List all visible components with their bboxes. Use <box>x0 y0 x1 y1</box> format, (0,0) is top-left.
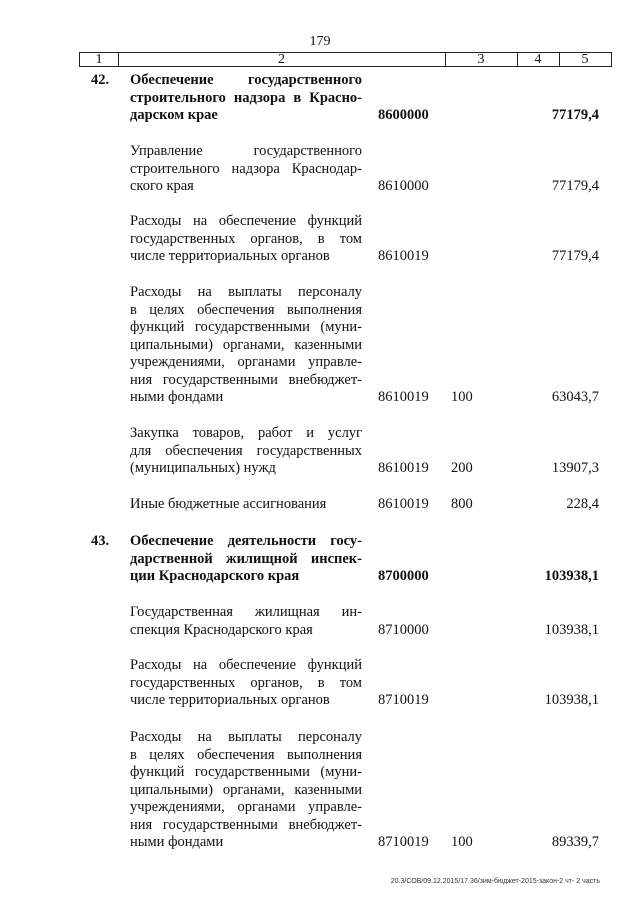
row-description-line: функций государственными (муни- <box>130 319 362 335</box>
row-description-line: ными фондами <box>130 834 224 850</box>
row-amount: 103938,1 <box>544 568 599 584</box>
row-description-line: Расходы на обеспечение функций <box>130 213 362 229</box>
row-amount: 77179,4 <box>551 107 599 123</box>
row-number: 43. <box>91 533 110 549</box>
row-expense-type: 200 <box>451 460 473 476</box>
row-description-line: строительного надзора Краснодар- <box>130 160 362 177</box>
row-amount: 103938,1 <box>544 692 599 708</box>
row-code: 8610019 <box>378 496 429 512</box>
row-description-line: дарственной жилищной инспек- <box>130 550 362 567</box>
row-code: 8610019 <box>378 460 429 476</box>
row-description-line: Расходы на обеспечение функций <box>130 657 362 673</box>
row-expense-type: 100 <box>451 834 473 850</box>
row-code: 8700000 <box>378 568 429 584</box>
header-col-2: 2 <box>278 52 285 67</box>
row-description-line: государственных органов, в том <box>130 230 362 247</box>
row-description-line: ными фондами <box>130 389 224 405</box>
row-description-line: Иные бюджетные ассигнования <box>130 496 327 512</box>
row-description-line: Обеспечение деятельности госу- <box>130 533 362 549</box>
row-description-line: учреждениями, органами управле- <box>130 799 362 815</box>
row-amount: 13907,3 <box>551 460 599 476</box>
row-description-line: числе территориальных органов <box>130 248 330 264</box>
row-description-line: государственных органов, в том <box>130 674 362 691</box>
header-col-3: 3 <box>477 52 485 67</box>
row-code: 8710000 <box>378 621 429 638</box>
row-code: 8710019 <box>378 692 429 708</box>
row-amount: 77179,4 <box>551 248 599 264</box>
row-description-line: Государственная жилищная ин- <box>130 604 362 620</box>
row-description-line: Управление государственного <box>130 143 362 159</box>
row-description-line: ции Краснодарского края <box>130 568 300 584</box>
row-description-line: в целях обеспечения выполнения <box>130 301 362 318</box>
row-code: 8710019 <box>378 834 429 850</box>
row-description-line: спекция Краснодарского края <box>130 621 313 638</box>
row-expense-type: 800 <box>451 496 473 512</box>
footer-file-path: 20.3/СОВ/09.12.2015/17.36/зим-бюджет-2015-закон-2 чт- 2 часть <box>390 878 600 885</box>
row-description-line: ния государственными внебюджет- <box>130 371 362 388</box>
row-description-line: строительного надзора в Красно- <box>130 89 362 106</box>
row-amount: 63043,7 <box>551 389 599 405</box>
table-header-row <box>79 52 612 67</box>
header-col-4: 4 <box>534 52 542 67</box>
row-description-line: Расходы на выплаты персоналу <box>130 729 362 745</box>
row-description-line: функций государственными (муни- <box>130 764 362 780</box>
row-amount: 228,4 <box>566 496 599 512</box>
row-description-line: ципальными) органами, казенными <box>130 781 362 798</box>
row-amount: 89339,7 <box>551 834 599 850</box>
row-description-line: в целях обеспечения выполнения <box>130 746 362 763</box>
row-description-line: для обеспечения государственных <box>130 442 362 459</box>
row-code: 8610019 <box>378 248 429 264</box>
row-description-line: Закупка товаров, работ и услуг <box>130 425 362 441</box>
row-code: 8600000 <box>378 107 429 123</box>
row-description-line: учреждениями, органами управле- <box>130 354 362 370</box>
row-description-line: Расходы на выплаты персоналу <box>130 284 362 300</box>
header-col-1: 1 <box>95 52 103 67</box>
row-description-line: Обеспечение государственного <box>130 72 362 88</box>
row-description-line: числе территориальных органов <box>130 692 330 708</box>
row-amount: 103938,1 <box>544 621 599 638</box>
row-expense-type: 100 <box>451 389 473 405</box>
row-description-line: (муниципальных) нужд <box>130 460 276 476</box>
row-number: 42. <box>91 72 110 88</box>
row-code: 8610000 <box>378 178 429 194</box>
header-col-5: 5 <box>581 52 589 67</box>
row-description-line: ния государственными внебюджет- <box>130 816 362 833</box>
row-description-line: ского края <box>130 178 194 194</box>
row-description-line: дарском крае <box>130 107 218 123</box>
row-code: 8610019 <box>378 389 429 405</box>
row-description-line: ципальными) органами, казенными <box>130 336 362 353</box>
row-amount: 77179,4 <box>551 178 599 194</box>
page-number: 179 <box>309 34 331 49</box>
